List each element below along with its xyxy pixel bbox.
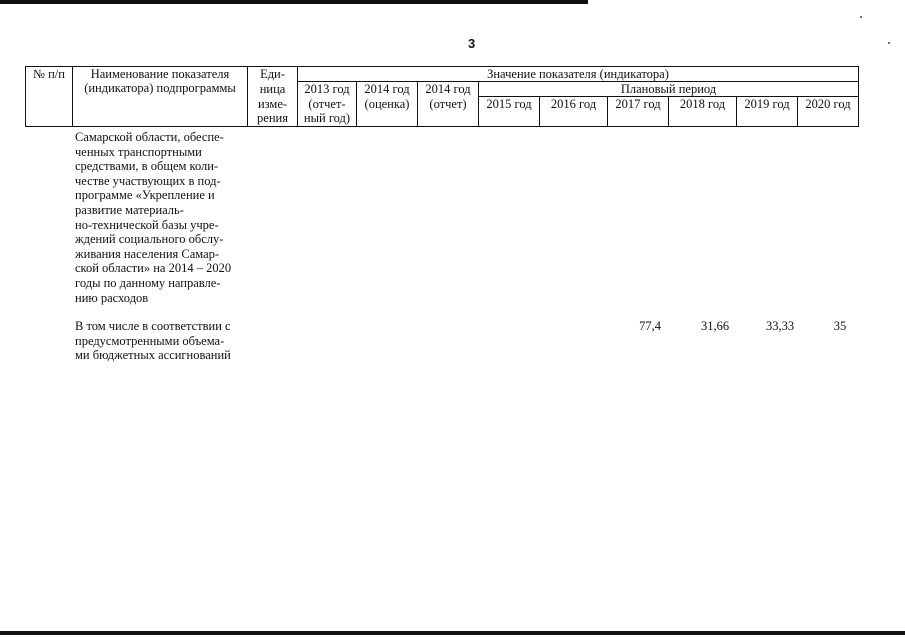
row2-value-2020: 35: [833, 319, 847, 333]
row1-line: ской области» на 2014 – 2020: [75, 261, 232, 276]
row1-line: ченных транспортными: [75, 144, 202, 159]
header-year-2018: 2018 год: [669, 97, 737, 127]
header-col-unit-line: Еди-: [260, 67, 285, 81]
row1-line: ждений социального обслу-: [75, 232, 224, 247]
row1-line: живания населения Самар-: [75, 246, 220, 261]
header-group-value: Значение показателя (индикатора): [298, 67, 859, 82]
indicator-table-header: [25, 66, 859, 127]
header-col-name-line: (индикатора) подпрограммы: [84, 81, 236, 95]
header-col-unit-line: изме-: [257, 96, 288, 111]
header-year-2013-sub: [298, 97, 357, 127]
row2-value-2019: 33,33: [765, 319, 795, 333]
header-col-unit: [248, 97, 298, 127]
page-number: 3: [468, 36, 476, 51]
row1-line: программе «Укрепление и: [75, 188, 215, 203]
row1-line: нию расходов: [75, 290, 149, 305]
bottom-scan-rule: [0, 631, 905, 635]
header-col-unit-line: ница: [259, 81, 286, 96]
row2-line: предусмотренными объема-: [75, 333, 225, 348]
scan-speck: [860, 16, 862, 18]
row2-indicator-name: [75, 319, 231, 363]
header-year-2019: 2019 год: [737, 97, 798, 127]
header-year-2017: 2017 год: [608, 97, 669, 127]
row1-indicator-name: [75, 130, 231, 305]
row2-value-2018: 31,66: [700, 319, 730, 333]
row1-line: честве участвующих в под-: [75, 173, 221, 188]
header-col-number: № п/п: [26, 67, 73, 127]
row2-line: ми бюджетных ассигнований: [75, 348, 231, 363]
header-col-name-line: Наименование показателя: [90, 67, 230, 81]
header-col-unit-line: рения: [257, 110, 288, 125]
row1-line: но-технической базы учре-: [75, 217, 219, 232]
header-year-2014-estimate: 2014 год: [357, 82, 418, 97]
row2-line: В том числе в соответствии с: [75, 319, 231, 333]
row2-value-2017: 77,4: [639, 319, 661, 333]
header-year-2013: 2013 год: [298, 82, 357, 97]
header-year-2013-line: ный год): [303, 110, 351, 125]
top-scan-rule: [0, 0, 588, 4]
header-col-unit: [248, 67, 298, 82]
header-year-2020: 2020 год: [798, 97, 859, 127]
row1-line: годы по данному направле-: [75, 275, 221, 290]
header-year-2015: 2015 год: [479, 97, 540, 127]
header-year-2014-estimate-sub: (оценка): [357, 97, 418, 127]
header-year-2014-report: 2014 год: [418, 82, 479, 97]
row1-line: развитие материаль-: [75, 202, 184, 217]
row1-line: средствами, в общем коли-: [75, 159, 219, 174]
header-year-2016: 2016 год: [540, 97, 608, 127]
header-group-plan: Плановый период: [479, 82, 859, 97]
header-col-unit: [248, 82, 298, 97]
header-year-2013-line: (отчет-: [308, 96, 346, 111]
header-col-name: [73, 67, 248, 127]
row1-line: Самарской области, обеспе-: [75, 130, 224, 144]
scan-speck: [888, 42, 890, 44]
header-year-2014-report-sub: (отчет): [418, 97, 479, 127]
